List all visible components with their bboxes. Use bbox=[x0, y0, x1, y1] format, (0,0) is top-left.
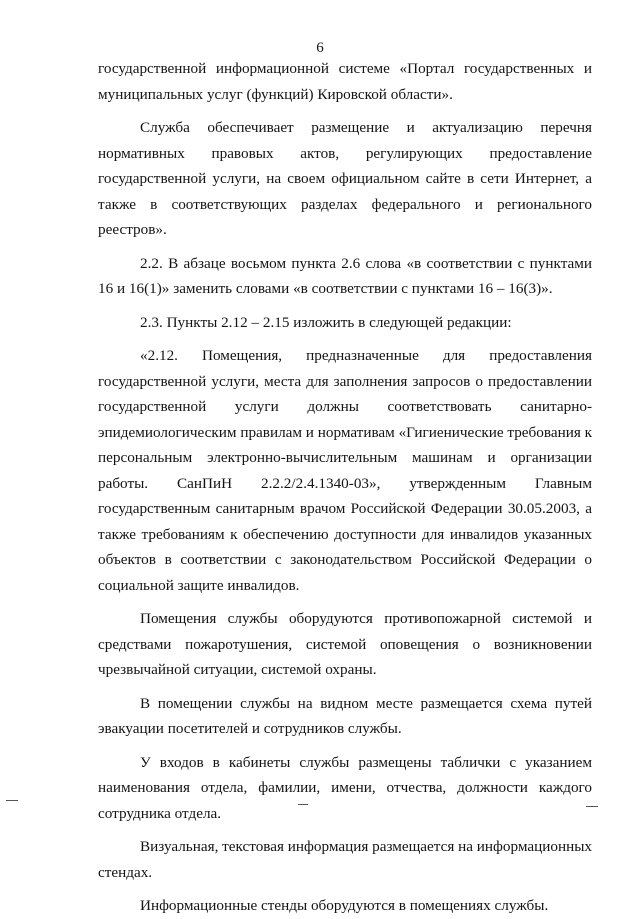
paragraph-9: Визуальная, текстовая информация размещается на информационных стендах. bbox=[98, 838, 593, 881]
paragraph-3: 2.2. В абзаце восьмом пункта 2.6 слова «в соответствии с пунктами 16 и 16(1)» заменить словами «в соответствии с пунктами 16 – 16(3)». bbox=[98, 254, 592, 297]
paragraph-5: «2.12. Помещения, предназначенные для предоставления государственной услуги, места для заполнения запросов о предоставлении государственной услуги должны соответствовать санитарно-эпидемиологическим правилам и нормативам «Гигиенические требования к персональным электронно-вычислительным машинам и организации работы. СанПиН 2.2.2/2.4.1340-03», утвержденным Главным государственным санитарным врачом Российской Федерации 30.05.2003, а также требованиям к обеспечению доступности для инвалидов указанных объектов в соответствии с законодательством Российской Федерации о социальной защите инвалидов. bbox=[98, 347, 592, 594]
paragraph-2: Служба обеспечивает размещение и актуализацию перечня нормативных правовых актов, регулирующих предоставление государственной услуги, на своем официальном сайте в сети Интернет, а также в соответствующих разделах федерального и регионального реестров». bbox=[98, 119, 592, 238]
paragraph-4: 2.3. Пункты 2.12 – 2.15 изложить в следующей редакции: bbox=[140, 313, 512, 331]
paragraph-10: Информационные стенды оборудуются в помещениях службы. bbox=[140, 897, 549, 914]
paragraph-1: государственной информационной системе «Портал государственных и муниципальных услуг (функций) Кировской области». bbox=[98, 60, 592, 103]
paragraph-6: Помещения службы оборудуются противопожарной системой и средствами пожаротушения, системой оповещения о возникновении чрезвычайной ситуации, системой охраны. bbox=[98, 610, 592, 678]
page-number: 6 bbox=[316, 40, 324, 56]
scan-mark-right bbox=[586, 806, 598, 807]
document-body bbox=[98, 56, 592, 919]
scan-mark-left bbox=[6, 800, 18, 801]
scan-mark-center bbox=[298, 804, 308, 805]
paragraph-7: В помещении службы на видном месте размещается схема путей эвакуации посетителей и сотрудников службы. bbox=[98, 694, 592, 737]
paragraph-8: У входов в кабинеты службы размещены таблички с указанием наименования отдела, фамилии, имени, отчества, должности каждого сотрудника отдела. bbox=[98, 753, 592, 822]
